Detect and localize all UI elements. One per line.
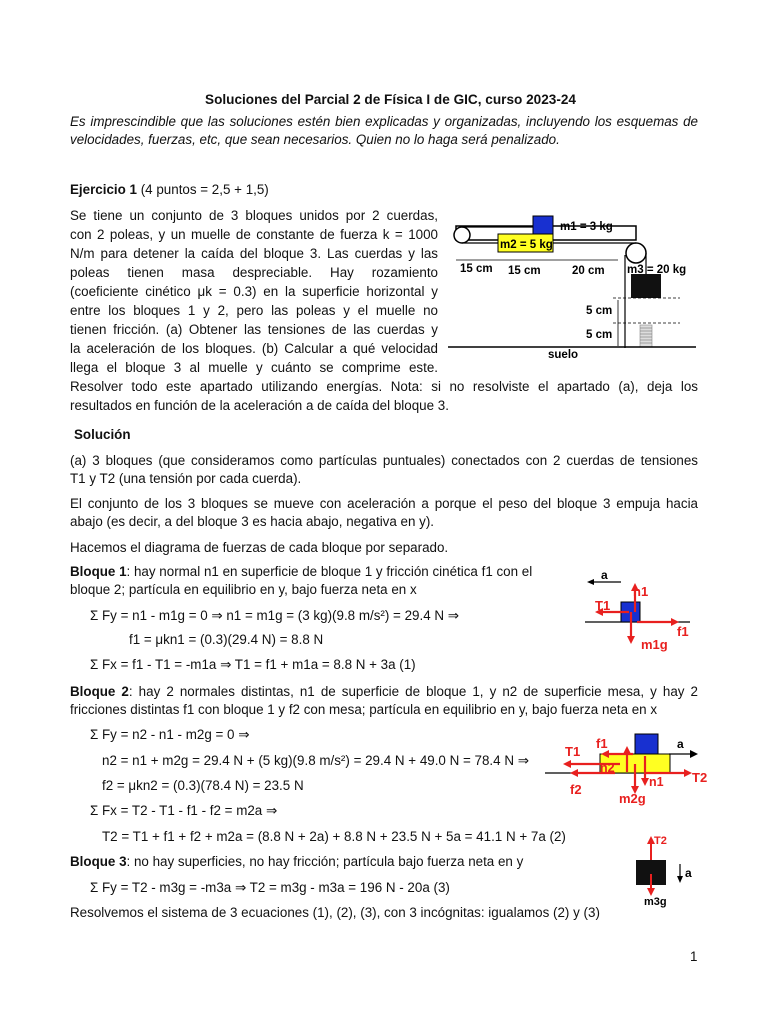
b1-f-label: f1	[677, 624, 689, 639]
distance-3: 20 cm	[572, 265, 605, 277]
spring	[640, 325, 652, 347]
b2-f2-arrowhead	[570, 769, 578, 777]
solution-p2-line-2: abajo (es decir, a del bloque 3 es hacia abajo, negativa en y).	[70, 514, 435, 529]
block-1	[533, 216, 553, 234]
b1-mg-label: m1g	[641, 637, 668, 652]
b2-T1-label: T1	[565, 744, 581, 759]
b2-T2-label: T2	[692, 770, 708, 785]
b2-f2-label: f2	[570, 782, 582, 797]
bloque2-text-line-1	[70, 684, 698, 699]
bloque2-eq-2: n2 = n1 + m2g = 29.4 N + (5 kg)(9.8 m/s²) = 29.4 N + 49.0 N = 78.4 N ⇒	[102, 753, 529, 768]
bloque3-text-line	[70, 854, 523, 869]
b3-mg-arrowhead	[647, 888, 655, 896]
statement-line-5: (coeficiente cinético μk = 0.3) en la superficie horizontal y	[70, 284, 438, 299]
bloque2-eq-1: Σ Fy = n2 - n1 - m2g = 0 ⇒	[90, 727, 250, 742]
b3-T-label: T2	[654, 835, 667, 847]
bloque1-label: Bloque 1	[70, 564, 127, 579]
height-1: 5 cm	[586, 305, 613, 317]
b2-f1-label: f1	[596, 736, 608, 751]
closing-text: Resolvemos el sistema de 3 ecuaciones (1), (2), (3), con 3 incógnitas: igualamos (2) y (3)	[70, 905, 600, 920]
solution-p2-line-1: El conjunto de los 3 bloques se mueve con aceleración a porque el peso del bloque 3 empuja hacia	[70, 496, 698, 511]
distance-1: 15 cm	[460, 263, 493, 275]
bloque2-label: Bloque 2	[70, 684, 129, 699]
bloque1-text: : hay normal n1 en superficie de bloque 1 y fricción cinética f1 con el	[126, 564, 533, 579]
b2-a-arrowhead	[690, 750, 698, 758]
bloque2-eq-5: T2 = T1 + f1 + f2 + m2a = (8.8 N + 2a) + 8.8 N + 23.5 N + 5a = 41.1 N + 7a (2)	[102, 829, 566, 844]
m2-label: m2 = 5 kg	[500, 239, 553, 251]
block-3	[631, 274, 661, 298]
statement-line-3: N/m para detener la caída del bloque 3. Las cuerdas y las	[70, 246, 438, 261]
height-2: 5 cm	[586, 329, 613, 341]
b3-a-arrowhead	[677, 876, 683, 883]
statement-line-2: con 2 poleas, y un muelle de constante de fuerza k = 1000	[70, 227, 438, 242]
b2-block-1	[635, 734, 658, 754]
bloque3-diagram	[630, 830, 700, 910]
page-title: Soluciones del Parcial 2 de Física I de GIC, curso 2023-24	[205, 92, 576, 107]
b1-a-arrowhead	[587, 579, 594, 585]
b2-n1-arrowhead	[641, 778, 649, 786]
bloque1-eq-3: Σ Fx = f1 - T1 = -m1a ⇒ T1 = f1 + m1a = 8.8 N + 3a (1)	[90, 657, 416, 672]
bloque2-eq-3: f2 = μkn2 = (0.3)(78.4 N) = 23.5 N	[102, 778, 304, 793]
exercise-heading	[70, 182, 269, 197]
statement-line-11: resultados en función de la aceleración a de caída del bloque 3.	[70, 398, 449, 413]
b2-T2-arrowhead	[684, 769, 692, 777]
b1-mg-arrowhead	[627, 636, 635, 644]
right-pulley	[626, 243, 646, 263]
bloque3-eq-1: Σ Fy = T2 - m3g = -m3a ⇒ T2 = m3g - m3a = 196 N - 20a (3)	[90, 880, 450, 895]
solution-p3: Hacemos el diagrama de fuerzas de cada bloque por separado.	[70, 540, 449, 555]
statement-line-6: entre los bloques 1 y 2, pero las poleas y el muelle no	[70, 303, 438, 318]
solution-p1-line-2: T1 y T2 (una tensión por cada cuerda).	[70, 471, 302, 486]
bloque2-text-line-2: fricciones distintas f1 con bloque 1 y f2 con mesa; partícula en equilibrio en y, bajo fuerza neta en x	[70, 702, 658, 717]
bloque2-text: : hay 2 normales distintas, n1 de superficie de bloque 1, y n2 de superficie mesa, y hay 2	[128, 684, 698, 699]
bloque1-eq-1: Σ Fy = n1 - m1g = 0 ⇒ n1 = m1g = (3 kg)(9.8 m/s²) = 29.4 N ⇒	[90, 608, 459, 623]
b3-mg-label: m3g	[644, 896, 667, 908]
left-pulley	[454, 227, 470, 243]
b2-n2-arrowhead	[623, 746, 631, 754]
b1-a-label: a	[601, 568, 608, 582]
statement-line-9: llega el bloque 3 al muelle y cuánto se comprime este.	[70, 360, 438, 375]
bloque1-text-line-1	[70, 564, 532, 579]
m3-label: m3 = 20 kg	[627, 264, 687, 276]
statement-line-8: la aceleración de los bloques. (b) Calcular a qué velocidad	[70, 341, 438, 356]
system-figure	[448, 210, 698, 362]
statement-line-7: tienen fricción. (a) Obtener las tensiones de las cuerdas y	[70, 322, 438, 337]
b1-T-label: T1	[595, 598, 611, 613]
m1-label: m1 = 3 kg	[560, 221, 613, 233]
statement-line-1: Se tiene un conjunto de 3 bloques unidos por 2 cuerdas,	[70, 208, 438, 223]
solution-heading: Solución	[74, 427, 131, 442]
b1-n-label: n1	[633, 584, 649, 599]
b2-mg-label: m2g	[619, 791, 646, 806]
bloque2-eq-4: Σ Fx = T2 - T1 - f1 - f2 = m2a ⇒	[90, 803, 278, 818]
page-number: 1	[690, 949, 698, 964]
bloque3-label: Bloque 3	[70, 854, 127, 869]
solution-p1-line-1: (a) 3 bloques (que consideramos como partículas puntuales) conectados con 2 cuerdas de tensiones	[70, 453, 698, 468]
bloque1-diagram	[585, 566, 705, 652]
statement-line-10: Resolver todo este apartado utilizando energías. Nota: si no resolviste el apartado (a), deja los	[70, 379, 698, 394]
b2-n2-label: n2	[600, 761, 615, 775]
b3-a-label: a	[685, 866, 692, 880]
bloque1-eq-2: f1 = μkn1 = (0.3)(29.4 N) = 8.8 N	[129, 632, 324, 647]
exercise-points: (4 puntos = 2,5 + 1,5)	[137, 182, 269, 197]
intro-line-1: Es imprescindible que las soluciones estén bien explicadas y organizadas, incluyendo los esquemas de	[70, 114, 698, 129]
bloque2-diagram	[545, 728, 710, 806]
intro-line-2: velocidades, fuerzas, etc, que sean necesarios. Quien no lo haga será penalizado.	[70, 132, 560, 147]
b2-T1-arrowhead	[563, 760, 571, 768]
distance-2: 15 cm	[508, 265, 541, 277]
b2-a-label: a	[677, 737, 684, 751]
ground-label: suelo	[548, 349, 579, 361]
exercise-title: Ejercicio 1	[70, 182, 137, 197]
statement-line-4: poleas tienen masa despreciable. Hay rozamiento	[70, 265, 438, 280]
bloque1-text-line-2: bloque 2; partícula en equilibrio en y, bajo fuerza neta en x	[70, 582, 417, 597]
bloque3-text: : no hay superficies, no hay fricción; partícula bajo fuerza neta en y	[126, 854, 524, 869]
b2-n1-label: n1	[649, 775, 664, 789]
